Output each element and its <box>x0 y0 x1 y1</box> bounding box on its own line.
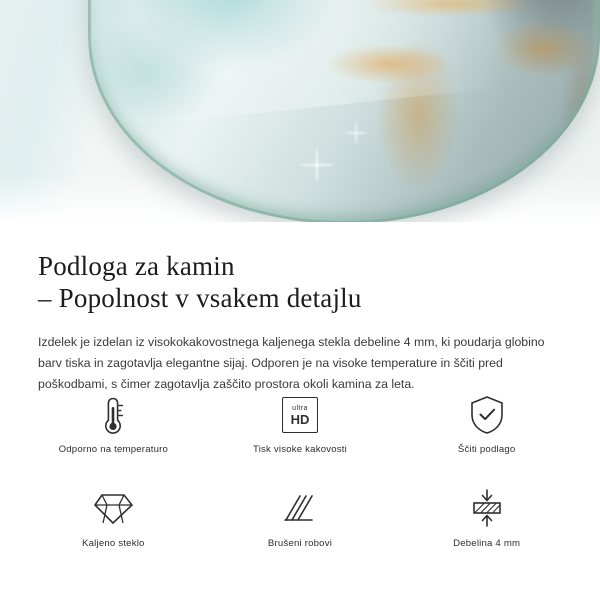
feature-item-print-quality <box>207 392 394 474</box>
feature-label: Tisk visoke kakovosti <box>253 444 347 455</box>
marble-artwork <box>88 0 600 222</box>
polished-edges-icon <box>280 486 320 532</box>
page-title <box>38 250 566 314</box>
feature-item-temperature <box>20 392 207 474</box>
thermometer-icon <box>98 392 128 438</box>
hero-image <box>0 0 600 222</box>
feature-label: Ščiti podlago <box>457 444 516 455</box>
product-description: Izdelek je izdelan iz visokokakovostnega kaljenega stekla debeline 4 mm, ki poudarja globino barv tiska in zagotavlja elegantne sijaj. Odporen je na visoke temperature in ščiti pred poškodbami, s čimer zagotavlja zaščito prostora okoli kamina za leta. <box>38 335 545 392</box>
feature-item-polished-edges <box>207 486 394 568</box>
diamond-icon <box>92 486 134 532</box>
text-block <box>38 232 566 407</box>
thickness-arrows-icon <box>466 486 508 532</box>
feature-item-protects-surface <box>393 392 580 474</box>
title-line-2: – Popolnost v vsakem detajlu <box>38 283 362 314</box>
feature-item-thickness <box>393 486 580 568</box>
glass-board-image <box>88 0 600 222</box>
badge-large-text: HD <box>290 411 310 427</box>
feature-item-tempered-glass <box>20 486 207 568</box>
shield-check-icon <box>468 392 506 438</box>
feature-grid <box>20 392 580 568</box>
feature-label: Debelina 4 mm <box>453 538 521 549</box>
ultra-hd-icon <box>282 392 318 438</box>
feature-label: Odporno na temperaturo <box>58 444 169 455</box>
title-line-1: Podloga za kamin <box>38 251 235 282</box>
feature-label: Kaljeno steklo <box>82 538 145 549</box>
feature-label: Brušeni robovi <box>267 538 333 549</box>
badge-small-text: ultra <box>292 404 308 412</box>
